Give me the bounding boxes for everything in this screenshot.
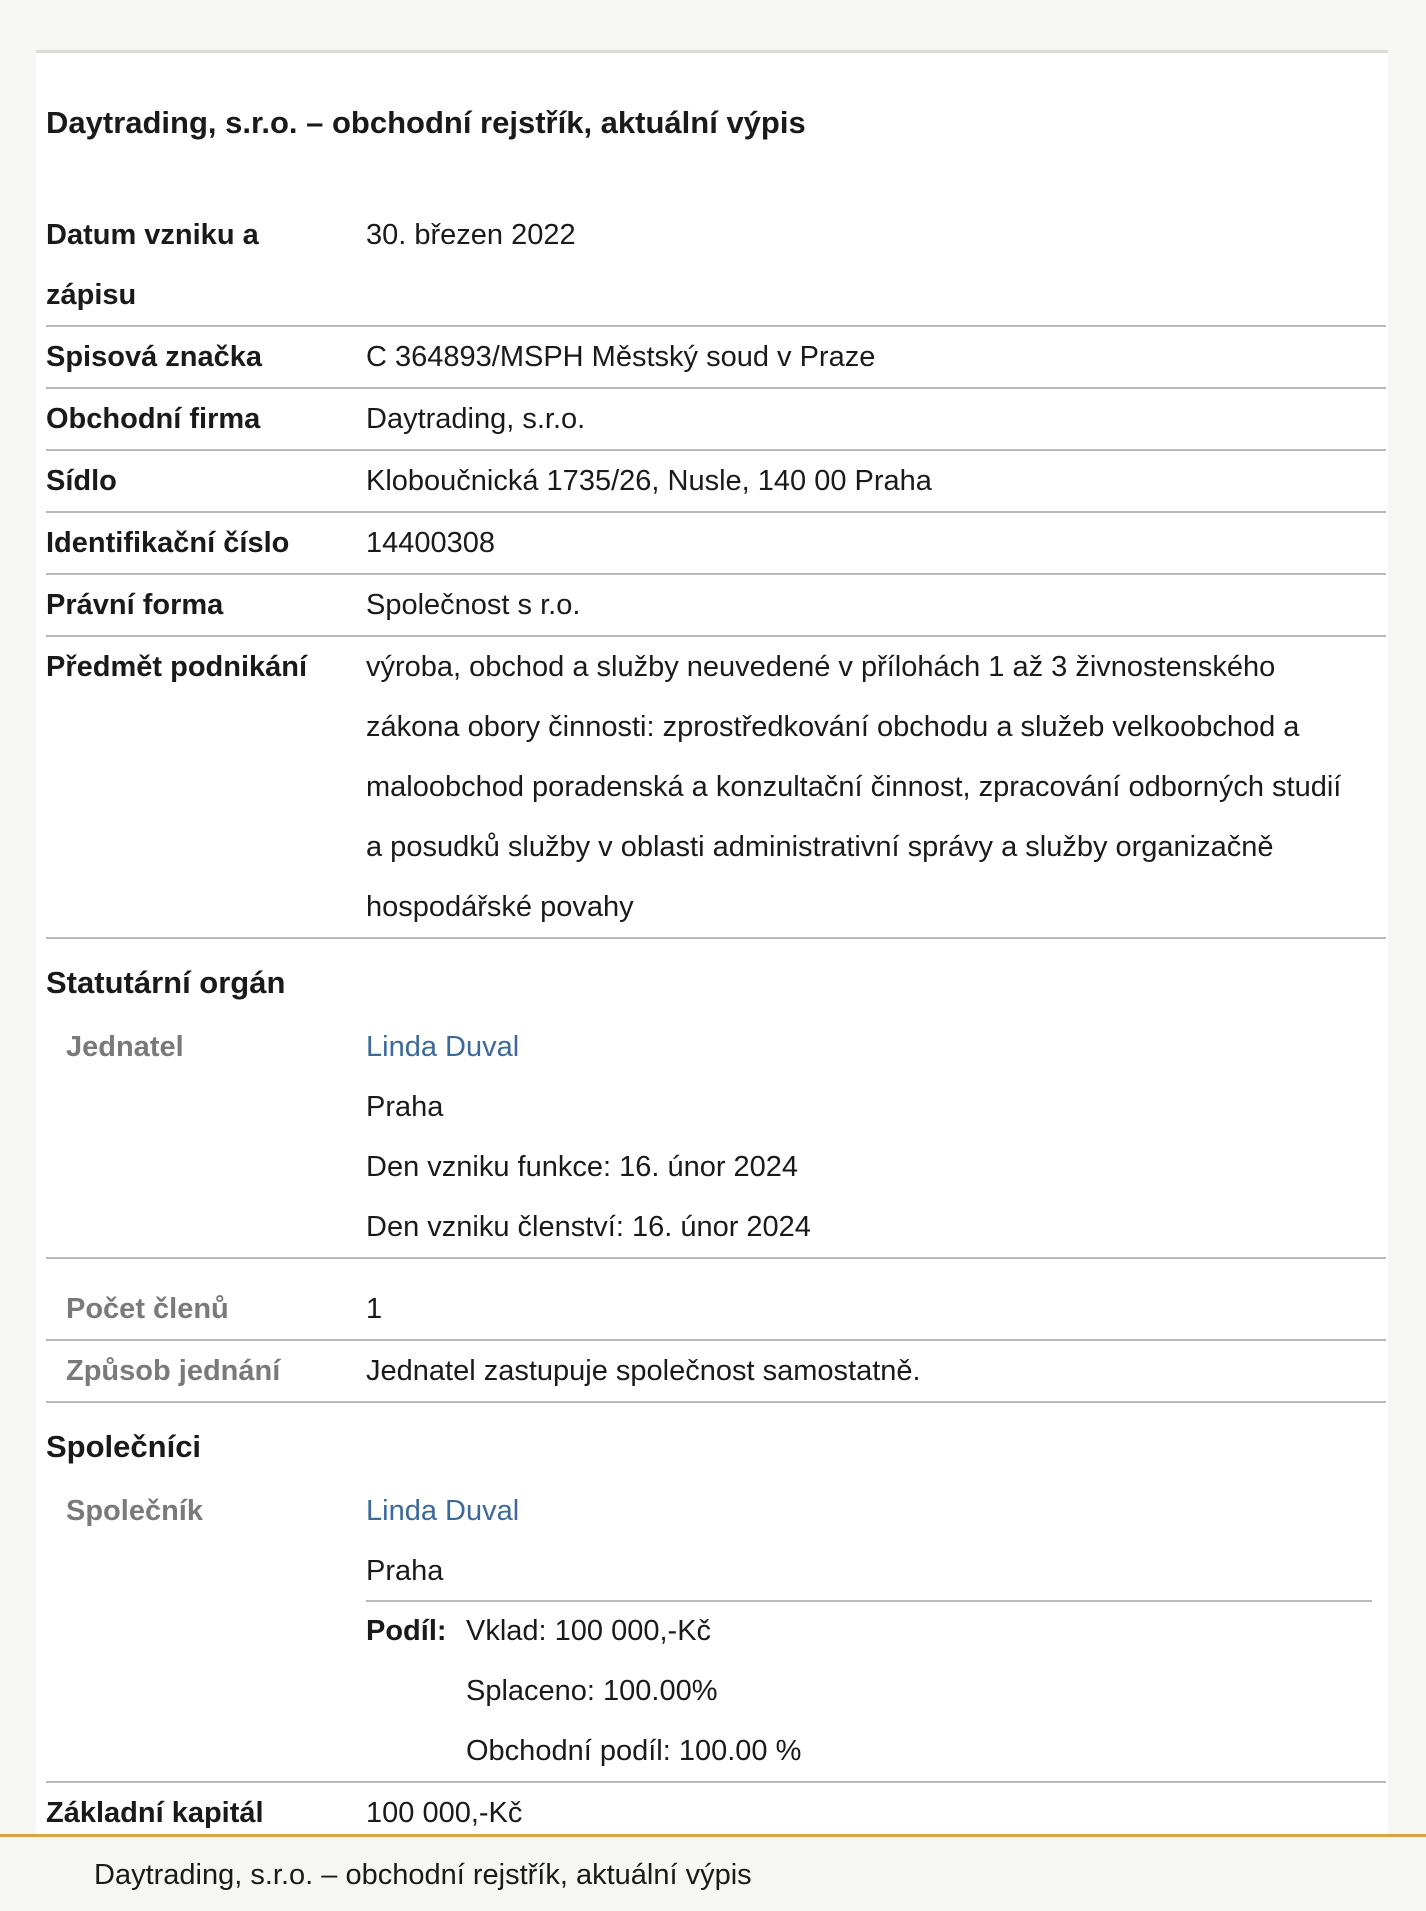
row-spisova-znacka <box>46 327 1386 389</box>
row-identifikacni-cislo <box>46 513 1386 575</box>
spolecnik-name-link[interactable]: Linda Duval <box>366 1495 520 1527</box>
predmet-line: zákona obory činnosti: zprostředkování obchodu a služeb velkoobchod a <box>366 711 1300 743</box>
row-zpusob-jednani <box>46 1341 1386 1403</box>
page-title: Daytrading, s.r.o. – obchodní rejstřík, aktuální výpis <box>46 105 806 140</box>
spolecnik-city: Praha <box>366 1555 444 1587</box>
row-pravni-forma <box>46 575 1386 637</box>
value-zakladni-kapital: 100 000,-Kč <box>366 1797 523 1829</box>
label-obchodni-firma: Obchodní firma <box>46 403 261 435</box>
label-datum-vzniku-line-2: zápisu <box>46 279 137 311</box>
label-predmet-podnikani: Předmět podnikání <box>46 651 308 683</box>
label-pocet-clenu: Počet členů <box>66 1293 229 1325</box>
row-jednatel <box>46 1017 1386 1259</box>
value-datum-vzniku: 30. březen 2022 <box>366 219 576 251</box>
value-obchodni-firma: Daytrading, s.r.o. <box>366 403 586 435</box>
label-pravni-forma: Právní forma <box>46 589 224 621</box>
value-zpusob-jednani: Jednatel zastupuje společnost samostatně. <box>366 1355 921 1387</box>
predmet-line: a posudků služby v oblasti administrativní správy a služby organizačně <box>366 831 1274 863</box>
value-pocet-clenu: 1 <box>366 1293 383 1325</box>
section-spolecnici: Společníci <box>46 1429 202 1464</box>
podil-vklad: Vklad: 100 000,-Kč <box>466 1615 712 1647</box>
value-jednatel <box>366 1017 1386 1257</box>
value-pravni-forma: Společnost s r.o. <box>366 589 581 621</box>
value-spisova-znacka: C 364893/MSPH Městský soud v Praze <box>366 341 876 373</box>
value-predmet-podnikani <box>366 637 1386 937</box>
predmet-line: výroba, obchod a služby neuvedené v přílohách 1 až 3 živnostenského <box>366 651 1276 683</box>
label-identifikacni-cislo: Identifikační číslo <box>46 527 290 559</box>
section-statutarni-organ: Statutární orgán <box>46 965 286 1000</box>
row-pocet-clenu <box>46 1279 1386 1341</box>
extract-card <box>36 50 1388 1840</box>
label-sidlo: Sídlo <box>46 465 117 497</box>
label-zpusob-jednani: Způsob jednání <box>66 1355 281 1387</box>
row-predmet-podnikani <box>46 637 1386 939</box>
value-identifikacni-cislo: 14400308 <box>366 527 496 559</box>
label-spisova-znacka: Spisová značka <box>46 341 262 373</box>
value-sidlo: Kloboučnická 1735/26, Nusle, 140 00 Praha <box>366 465 932 497</box>
podil-label: Podíl: <box>366 1615 447 1647</box>
jednatel-den-vzniku-funkce: Den vzniku funkce: 16. únor 2024 <box>366 1151 799 1183</box>
predmet-line: maloobchod poradenská a konzultační činnost, zpracování odborných studií <box>366 771 1342 803</box>
label-datum-vzniku <box>46 205 346 325</box>
podil-values <box>466 1601 801 1781</box>
podil-obchodni: Obchodní podíl: 100.00 % <box>466 1735 802 1767</box>
row-datum-vzniku <box>46 205 1386 327</box>
footer-bar <box>0 1834 1426 1911</box>
label-datum-vzniku-line-1: Datum vzniku a <box>46 219 259 251</box>
label-jednatel: Jednatel <box>66 1031 184 1063</box>
jednatel-city: Praha <box>366 1091 444 1123</box>
footer-text: Daytrading, s.r.o. – obchodní rejstřík, aktuální výpis <box>94 1859 752 1891</box>
row-sidlo <box>46 451 1386 513</box>
label-spolecnik: Společník <box>66 1495 203 1527</box>
predmet-line: hospodářské povahy <box>366 891 634 923</box>
podil-splaceno: Splaceno: 100.00% <box>466 1675 718 1707</box>
jednatel-name-link[interactable]: Linda Duval <box>366 1031 520 1063</box>
row-obchodni-firma <box>46 389 1386 451</box>
jednatel-den-vzniku-clenstvi: Den vzniku členství: 16. únor 2024 <box>366 1211 811 1243</box>
row-spolecnik <box>46 1481 1386 1783</box>
value-spolecnik <box>366 1481 1386 1601</box>
label-zakladni-kapital: Základní kapitál <box>46 1797 264 1829</box>
